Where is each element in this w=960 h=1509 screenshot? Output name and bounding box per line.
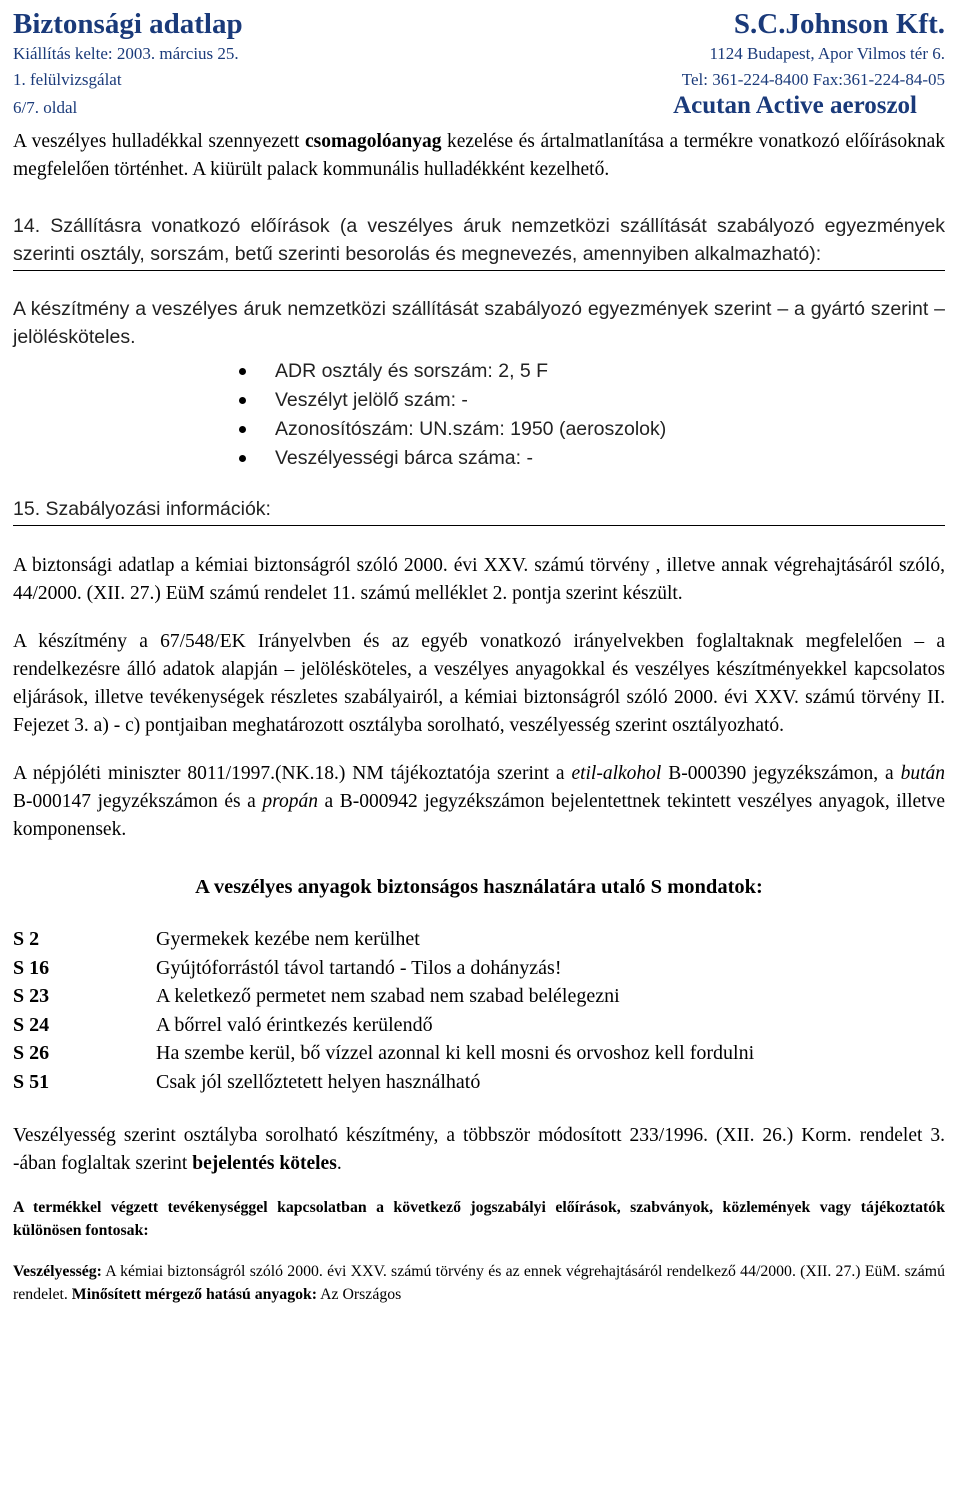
bullet-icon xyxy=(239,397,246,404)
product-name: Acutan Active aeroszol xyxy=(673,92,917,119)
substance-ethanol: etil-alkohol xyxy=(571,763,662,784)
document-title: Biztonsági adatlap xyxy=(13,8,243,40)
table-row: S 24 A bőrrel való érintkezés kerülendő xyxy=(13,1013,433,1036)
legislation-intro: A termékkel végzett tevékenységgel kapcsolatban a következő jogszabályi előírások, szabványok, közlemények vagy tájékoztatók különösen fontosak: xyxy=(13,1199,945,1239)
section-14-text: A készítmény a veszélyes áruk nemzetközi szállítását szabályozó egyezmények szerint – a gyártó szerint – jelölésköteles. xyxy=(13,298,945,348)
classification-paragraph: A készítmény a 67/548/EK Irányelvben és az egyéb vonatkozó irányelvekben foglaltaknak megfelelően – a rendelkezésre álló adatok alapján – jelölésköteles, a veszélyes anyagokkal és veszélyes készítményekkel kapcsolatos eljárások, illetve tevékenységek részletes szabályairól, a kémiai biztonságról szóló 2000. évi XXV. számú törvény II. Fejezet 3. a) - c) pontjaiban meghatározott osztályba sorolható, veszélyesség szerint osztályozható. xyxy=(13,631,945,736)
bullet-item: Azonosítószám: UN.szám: 1950 (aeroszolok) xyxy=(275,415,945,444)
bullet-item: Veszélyességi bárca száma: - xyxy=(275,444,945,473)
minister-paragraph: A népjóléti miniszter 8011/1997.(NK.18.) NM tájékoztatója szerint a etil-alkohol B-000390 jegyzékszámon, a bután B-000147 jegyzékszámon és a propán a B-000942 jegyzékszámon bejelentettnek tekintett veszélyes anyagok, illetve komponensek. xyxy=(13,763,945,840)
revision: 1. felülvizsgálat xyxy=(13,70,122,89)
hazard-label: Veszélyesség: xyxy=(13,1263,102,1280)
bullet-icon xyxy=(239,455,246,462)
table-row: S 26 Ha szembe kerül, bő vízzel azonnal ki kell mosni és orvoshoz kell fordulni xyxy=(13,1042,755,1064)
packaging-text-2: kezelése és ártalmatlanítása a termékre vonatkozó előírásoknak megfelelően történhet. A kiürült palack kommunális hulladékként kezelhető. xyxy=(13,131,946,180)
substance-butane: bután xyxy=(900,763,945,784)
toxic-label: Minősített mérgező hatású anyagok: xyxy=(71,1286,318,1303)
bullet-icon xyxy=(239,426,246,433)
s-phrases-table xyxy=(13,925,943,1096)
s-phrases-heading: A veszélyes anyagok biztonságos használatára utaló S mondatok: xyxy=(195,876,763,898)
substance-propane: propán xyxy=(262,791,318,812)
table-row: S 51 Csak jól szellőztetett helyen használható xyxy=(13,1070,481,1093)
packaging-text-1: A veszélyes hulladékkal szennyezett xyxy=(13,131,305,152)
company-phone: Tel: 361-224-8400 Fax:361-224-84-05 xyxy=(681,70,945,89)
bullet-item: ADR osztály és sorszám: 2, 5 F xyxy=(275,357,945,386)
company-address: 1124 Budapest, Apor Vilmos tér 6. xyxy=(709,44,945,63)
page-header xyxy=(13,0,945,128)
section-14-heading: 14. Szállításra vonatkozó előírások (a veszélyes áruk nemzetközi szállítását szabályozó egyezmények szerinti osztály, sorszám, betű szerinti besorolás és megnevezés, amennyiben alkalmazható): xyxy=(13,212,945,271)
notification-required: bejelentés köteles xyxy=(192,1153,337,1174)
transport-bullet-list xyxy=(13,357,945,473)
table-row: S 23 A keletkező permetet nem szabad nem szabad belélegezni xyxy=(13,985,620,1007)
table-row: S 16 Gyújtóforrástól távol tartandó - Tilos a dohányzás! xyxy=(13,956,562,979)
bullet-icon xyxy=(239,368,246,375)
issue-date: Kiállítás kelte: 2003. március 25. xyxy=(13,44,239,63)
page-number: 6/7. oldal xyxy=(13,98,78,117)
section-15-heading: 15. Szabályozási információk: xyxy=(13,495,945,526)
packaging-bold: csomagolóanyag xyxy=(304,131,442,152)
notification-paragraph: Veszélyesség szerint osztályba sorolható készítmény, a többször módosított 233/1996. (XII. 26.) Korm. rendelet 3. -ában foglaltak szerint bejelentés köteles. xyxy=(13,1125,945,1174)
legislation-paragraph: Veszélyesség: A kémiai biztonságról szóló 2000. évi XXV. számú törvény és az ennek végrehajtásáról rendelkező 44/2000. (XII. 27.) EüM. számú rendelet. Minősített mérgező hatású anyagok: Az Országos xyxy=(13,1263,945,1303)
company-name: S.C.Johnson Kft. xyxy=(733,8,945,40)
bullet-item: Veszélyt jelölő szám: - xyxy=(275,386,945,415)
table-row: S 2 Gyermekek kezébe nem kerülhet xyxy=(13,928,420,950)
regulation-paragraph: A biztonsági adatlap a kémiai biztonságról szóló 2000. évi XXV. számú törvény , illetve annak végrehajtásáról szóló, 44/2000. (XII. 27.) EüM számú rendelet 11. számú melléklet 2. pontja szerint készült. xyxy=(13,555,945,604)
packaging-paragraph xyxy=(13,128,945,184)
document-page xyxy=(13,0,945,1306)
